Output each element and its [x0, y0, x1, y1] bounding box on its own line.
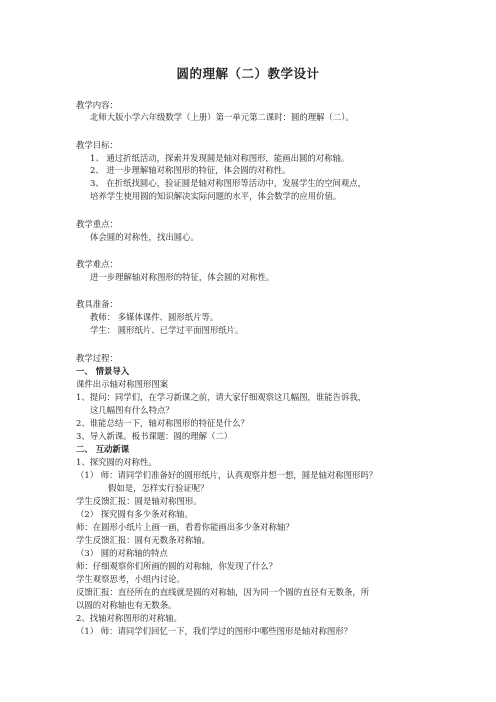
process-line: 学生观察思考，小组内讨论。	[76, 574, 185, 584]
process-line: 反馈汇报：直径所在的直线就是圆的对称轴，因为同一个圆的直径有无数条，所	[76, 587, 370, 597]
document-title: 圆的理解（二）教学设计	[176, 66, 320, 81]
process-line: 课件出示轴对称图形图案	[76, 379, 169, 389]
content-text: 北师大版小学六年级数学（上册）第一单元第二课时：圆的理解（二）。	[90, 112, 354, 122]
process-line: 2、谁能总结一下，轴对称图形的特征是什么？	[76, 418, 249, 428]
process-line: 假如是，怎样实行验证呢？	[108, 483, 209, 493]
process-line: 这几幅图有什么特点？	[90, 405, 174, 415]
key-text: 体会圆的对称性，找出圆心。	[90, 232, 199, 242]
process-line: （1） 师：请同学们回忆一下，我们学过的图形中哪些图形是轴对称图形？	[76, 626, 352, 636]
prep-teacher: 教师： 多媒体课件、圆形纸片等。	[90, 312, 219, 322]
process-line: 学生反馈汇报：圆有无数条对称轴。	[76, 535, 210, 545]
goal-item-1: 1、 通过折纸活动，探索并发现圆是轴对称图形，能画出圆的对称轴。	[90, 153, 350, 163]
section-heading-process: 教学过程：	[76, 353, 118, 363]
process-step-heading-2: 二、 互动新课	[76, 444, 130, 454]
process-line: 学生反馈汇报：圆是轴对称图形。	[76, 496, 202, 506]
goal-item-2: 2、 进一步理解轴对称图形的特征，体会圆的对称性。	[90, 165, 291, 175]
process-line: 2、找轴对称图形的对称轴。	[76, 613, 182, 623]
goal-item-3: 3、 在折纸找圆心，验证圆是轴对称图形等活动中，发展学生的空间观点，	[90, 178, 366, 188]
section-heading-key: 教学重点：	[76, 219, 118, 229]
section-heading-goals: 教学目标：	[76, 140, 118, 150]
process-line: （1） 师：请同学们准备好的圆形纸片，认真观察并想一想，圆是轴对称图形吗？	[76, 470, 378, 480]
section-heading-content: 教学内容：	[76, 100, 118, 110]
prep-student: 学生： 圆形纸片、已学过平面图形纸片。	[90, 325, 244, 335]
process-line: 1、探究圆的对称性。	[76, 457, 157, 467]
section-heading-difficult: 教学难点：	[76, 259, 118, 269]
process-line: 1、提问：同学们，在学习新课之前，请大家仔细观察这几幅图，谁能告诉我，	[76, 392, 367, 402]
process-line: 师：仔细观察你们所画的圆的对称轴，你发现了什么？	[76, 561, 277, 571]
difficult-text: 进一步理解轴对称图形的特征，体会圆的对称性。	[90, 272, 275, 282]
process-line: 3、导入新课。板书课题：圆的理解（二）	[76, 431, 233, 441]
process-line: （3） 圆的对称轴的特点	[76, 548, 168, 558]
section-heading-prep: 教具准备：	[76, 299, 118, 309]
goal-item-3-continued: 培养学生使用圆的知识解决实际问题的水平，体会数学的应用价值。	[90, 191, 342, 201]
process-step-heading-1: 一、 情景导入	[76, 366, 130, 376]
process-line: （2） 探究圆有多少条对称轴。	[76, 509, 193, 519]
process-line: 师：在圆形小纸片上画一画，看看你能画出多少条对称轴？	[76, 522, 294, 532]
process-line: 以圆的对称轴也有无数条。	[76, 600, 177, 610]
